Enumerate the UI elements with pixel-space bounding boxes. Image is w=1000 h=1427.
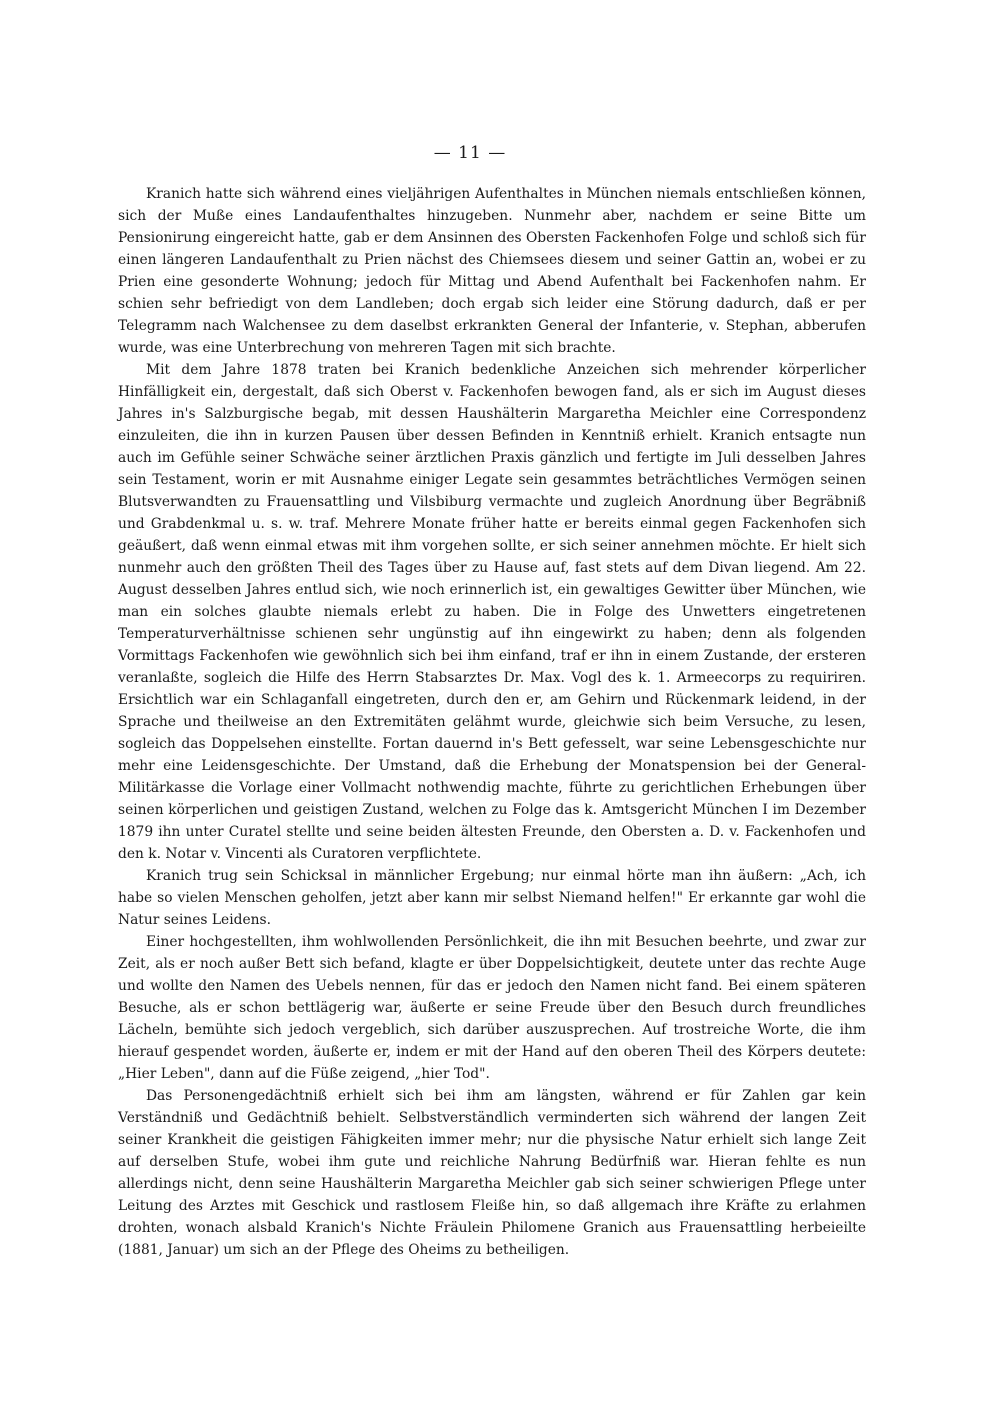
page-number: — 11 — [433, 143, 507, 163]
paragraph: Mit dem Jahre 1878 traten bei Kranich bedenkliche Anzeichen sich mehrender körperlicher Hinfälligkeit ein, dergestalt, daß sich Oberst v. Fackenhofen bewogen fand, als er sich im August dieses Jahres in's Salzburgische begab, mit dessen Haushälterin Margaretha Meichler eine Correspondenz einzuleiten, die ihn in kurzen Pausen über dessen Befinden in Kenntniß erhielt. Kranich entsagte nun auch im Gefühle seiner Schwäche seiner ärztlichen Praxis gänzlich und fertigte im Juli desselben Jahres sein Testament, worin er mit Ausnahme einiger Legate sein gesammtes beträchtliches Vermögen seinen Blutsverwandten zu Frauensattling und Vilsbiburg vermachte und zugleich Anordnung über Begräbniß und Grabdenkmal u. s. w. traf. Mehrere Monate früher hatte er bereits einmal gegen Fackenhofen sich geäußert, daß wenn einmal etwas mit ihm vorgehen sollte, er sich seiner annehmen möchte. Er hielt sich nunmehr auch den größten Theil des Tages über zu Hause auf, fast stets auf dem Divan liegend. Am 22. August desselben Jahres entlud sich, wie noch erinnerlich ist, ein gewaltiges Gewitter über München, wie man ein solches glaubte niemals erlebt zu haben. Die in Folge des Unwetters eingetretenen Temperaturverhältnisse schienen sehr ungünstig auf ihn eingewirkt zu haben; denn als folgenden Vormittags Fackenhofen wie gewöhnlich sich bei ihm einfand, traf er ihn in einem Zustande, der ersteren veranlaßte, sogleich die Hilfe des Herrn Stabsarztes Dr. Max. Vogl des k. 1. Armeecorps zu requiriren. Ersichtlich war ein Schlaganfall eingetreten, durch den er, am Gehirn und Rückenmark leidend, in der Sprache und theilweise an den Extremitäten gelähmt wurde, gleichwie sich beim Versuche, zu lesen, sogleich das Doppelsehen einstellte. Fortan dauernd in's Bett gefesselt, war seine Lebensgeschichte nur mehr eine Leidensgeschichte. Der Umstand, daß die Erhebung der Monatspension bei der General-Militärkasse die Vorlage einer Vollmacht nothwendig machte, führte zu gerichtlichen Erhebungen über seinen körperlichen und geistigen Zustand, welchen zu Folge das k. Amtsgericht München I im Dezember 1879 ihn unter Curatel stellte und seine beiden ältesten Freunde, den Obersten a. D. v. Fackenhofen und den k. Notar v. Vincenti als Curatoren verpflichtete. [118, 362, 866, 862]
paragraph: Kranich trug sein Schicksal in männlicher Ergebung; nur einmal hörte man ihn äußern: „Ach, ich habe so vielen Menschen geholfen, jetzt aber kann mir selbst Niemand helfen!" Er erkannte gar wohl die Natur seines Leidens. [118, 868, 866, 928]
paragraph: Das Personengedächtniß erhielt sich bei ihm am längsten, während er für Zahlen gar kein Verständniß und Gedächtniß behielt. Selbstverständlich verminderten sich während der langen Zeit seiner Krankheit die geistigen Fähigkeiten immer mehr; nur die physische Natur erhielt sich lange Zeit auf derselben Stufe, wobei ihm gute und reichliche Nahrung Bedürfniß war. Hieran fehlte es nun allerdings nicht, denn seine Haushälterin Margaretha Meichler gab sich seiner schwierigen Pflege unter Leitung des Arztes mit Geschick und rastlosem Fleiße hin, so daß allgemach ihre Kräfte zu erlahmen drohten, wonach alsbald Kranich's Nichte Fräulein Philomene Granich aus Frauensattling herbeieilte (1881, Januar) um sich an der Pflege des Oheims zu betheiligen. [118, 1088, 866, 1258]
paragraph: Kranich hatte sich während eines vieljährigen Aufenthaltes in München niemals entschließen können, sich der Muße eines Landaufenthaltes hinzugeben. Nunmehr aber, nachdem er seine Bitte um Pensionirung eingereicht hatte, gab er dem Ansinnen des Obersten Fackenhofen Folge und schloß sich für einen längeren Landaufenthalt zu Prien nächst des Chiemsees diesem und seiner Gattin an, wobei er zu Prien eine gesonderte Wohnung; jedoch für Mittag und Abend Aufenthalt bei Fackenhofen nahm. Er schien sehr befriedigt von dem Landleben; doch ergab sich leider eine Störung dadurch, daß er per Telegramm nach Walchensee zu dem daselbst erkrankten General der Infanterie, v. Stephan, abberufen wurde, was eine Unterbrechung von mehreren Tagen mit sich brachte. [118, 186, 866, 356]
body-text [118, 183, 866, 1261]
paragraph: Einer hochgestellten, ihm wohlwollenden Persönlichkeit, die ihn mit Besuchen beehrte, und zwar zur Zeit, als er noch außer Bett sich befand, klagte er über Doppelsichtigkeit, deutete unter das rechte Auge und wollte den Namen des Uebels nennen, für das er jedoch den Namen nicht fand. Bei einem späteren Besuche, als er schon bettlägerig war, äußerte er seine Freude über den Besuch durch freundliches Lächeln, bemühte sich jedoch vergeblich, sich darüber auszusprechen. Auf trostreiche Worte, die ihm hierauf gespendet worden, äußerte er, indem er mit der Hand auf den oberen Theil des Körpers deutete: „Hier Leben", dann auf die Füße zeigend, „hier Tod". [118, 934, 866, 1082]
